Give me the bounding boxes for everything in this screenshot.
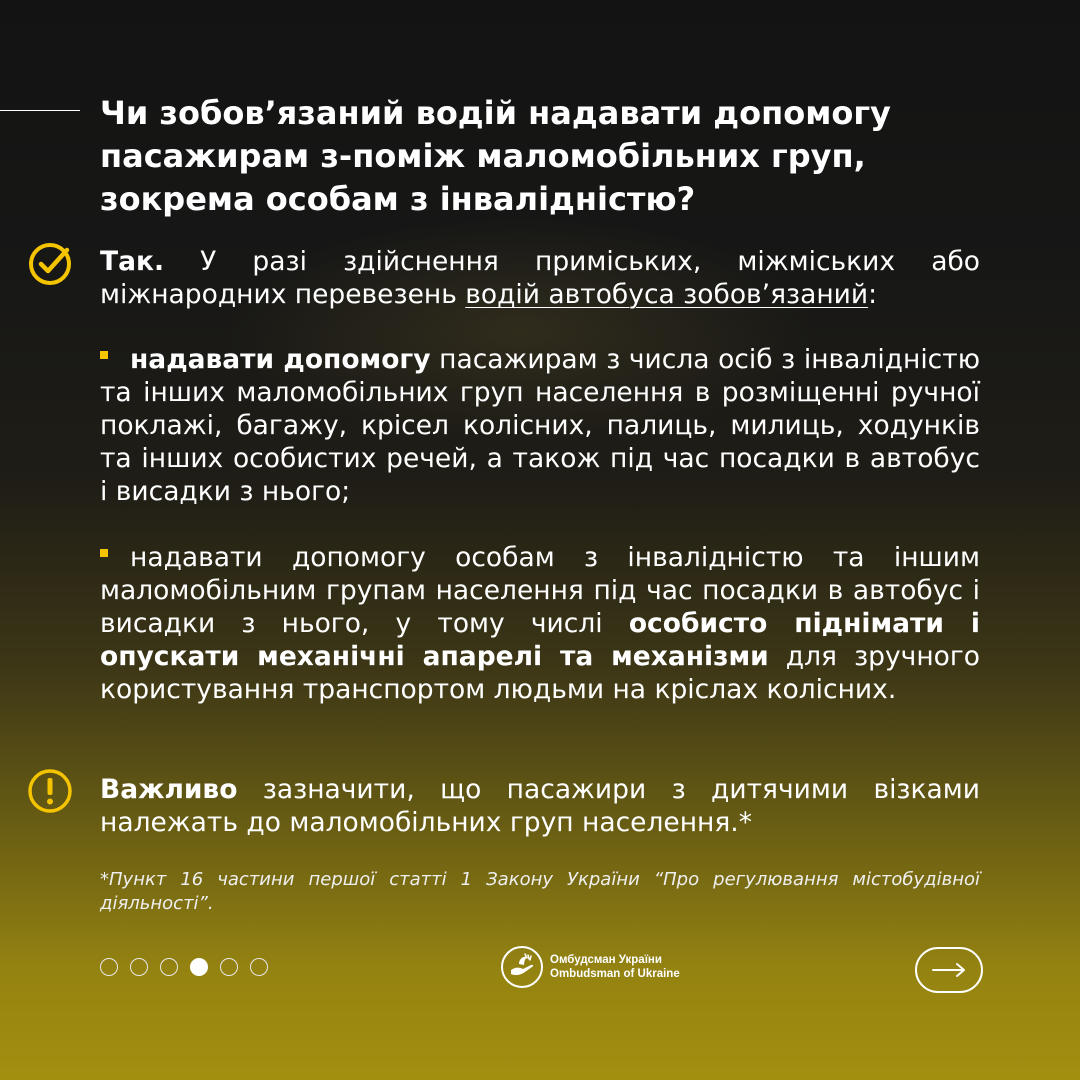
pagination-dot[interactable]: [130, 958, 148, 976]
footnote: *Пункт 16 частини першої статті 1 Закону України “Про регулювання містобудівної діяльності”.: [100, 869, 980, 914]
pagination-dot-active[interactable]: [190, 958, 208, 976]
answer-underlined: водій автобуса зобов’язаний: [465, 279, 869, 310]
next-button[interactable]: [915, 947, 983, 993]
bullet-square-icon: [100, 549, 108, 557]
title-line: Чи зобов’язаний водій надавати допомогу: [100, 94, 891, 132]
important-note: [100, 773, 980, 839]
logo-text: [550, 953, 680, 981]
check-circle-icon: [26, 240, 74, 288]
logo-line-ua: Омбудсман України: [550, 954, 662, 966]
note-text: зазначити, що пасажири з дитячими візками належать до маломобільних груп населення.*: [100, 774, 980, 838]
item-bold: особисто піднімати і опускати механічні апарелі та механізми: [100, 608, 980, 672]
arrow-right-icon: [931, 962, 967, 978]
pagination-dot[interactable]: [220, 958, 238, 976]
answer-lead: Так.: [100, 246, 165, 277]
pagination-dots: [100, 958, 268, 976]
pagination-dot[interactable]: [160, 958, 178, 976]
answer-text: У разі здійснення приміських, міжміських або міжнародних перевезень: [100, 246, 980, 310]
list-item: [100, 541, 980, 706]
item-text: пасажирам з числа осіб з інвалідністю та інших маломобільних груп населення в розміщенні ручної поклажі, багажу, крісел колісних, палиць, милиць, ходунків та інших особистих речей, а також під час посадки в автобус і висадки з нього;: [100, 344, 981, 507]
ombudsman-logo: [500, 945, 680, 989]
item-bold: надавати допомогу: [130, 344, 431, 375]
logo-line-en: Ombudsman of Ukraine: [550, 968, 680, 980]
ombudsman-emblem-icon: [500, 945, 544, 989]
page-title: [100, 92, 1000, 221]
list-item: [100, 343, 980, 508]
bullet-square-icon: [100, 351, 108, 359]
note-bold: Важливо: [100, 774, 238, 805]
item-tail: для зручного користування транспортом людьми на кріслах колісних.: [100, 641, 980, 705]
item-text: надавати допомогу особам з інвалідністю та іншим маломобільним групам населення під час посадки в автобус і висадки з нього, у тому числі: [100, 542, 980, 639]
exclamation-circle-icon: [26, 767, 74, 815]
title-line: пасажирам з-поміж маломобільних груп,: [100, 137, 866, 175]
title-rule: [0, 110, 80, 111]
pagination-dot[interactable]: [100, 958, 118, 976]
answer-tail: :: [868, 279, 878, 310]
title-line: зокрема особам з інвалідністю?: [100, 180, 696, 218]
answer-paragraph: [100, 245, 980, 311]
pagination-dot[interactable]: [250, 958, 268, 976]
